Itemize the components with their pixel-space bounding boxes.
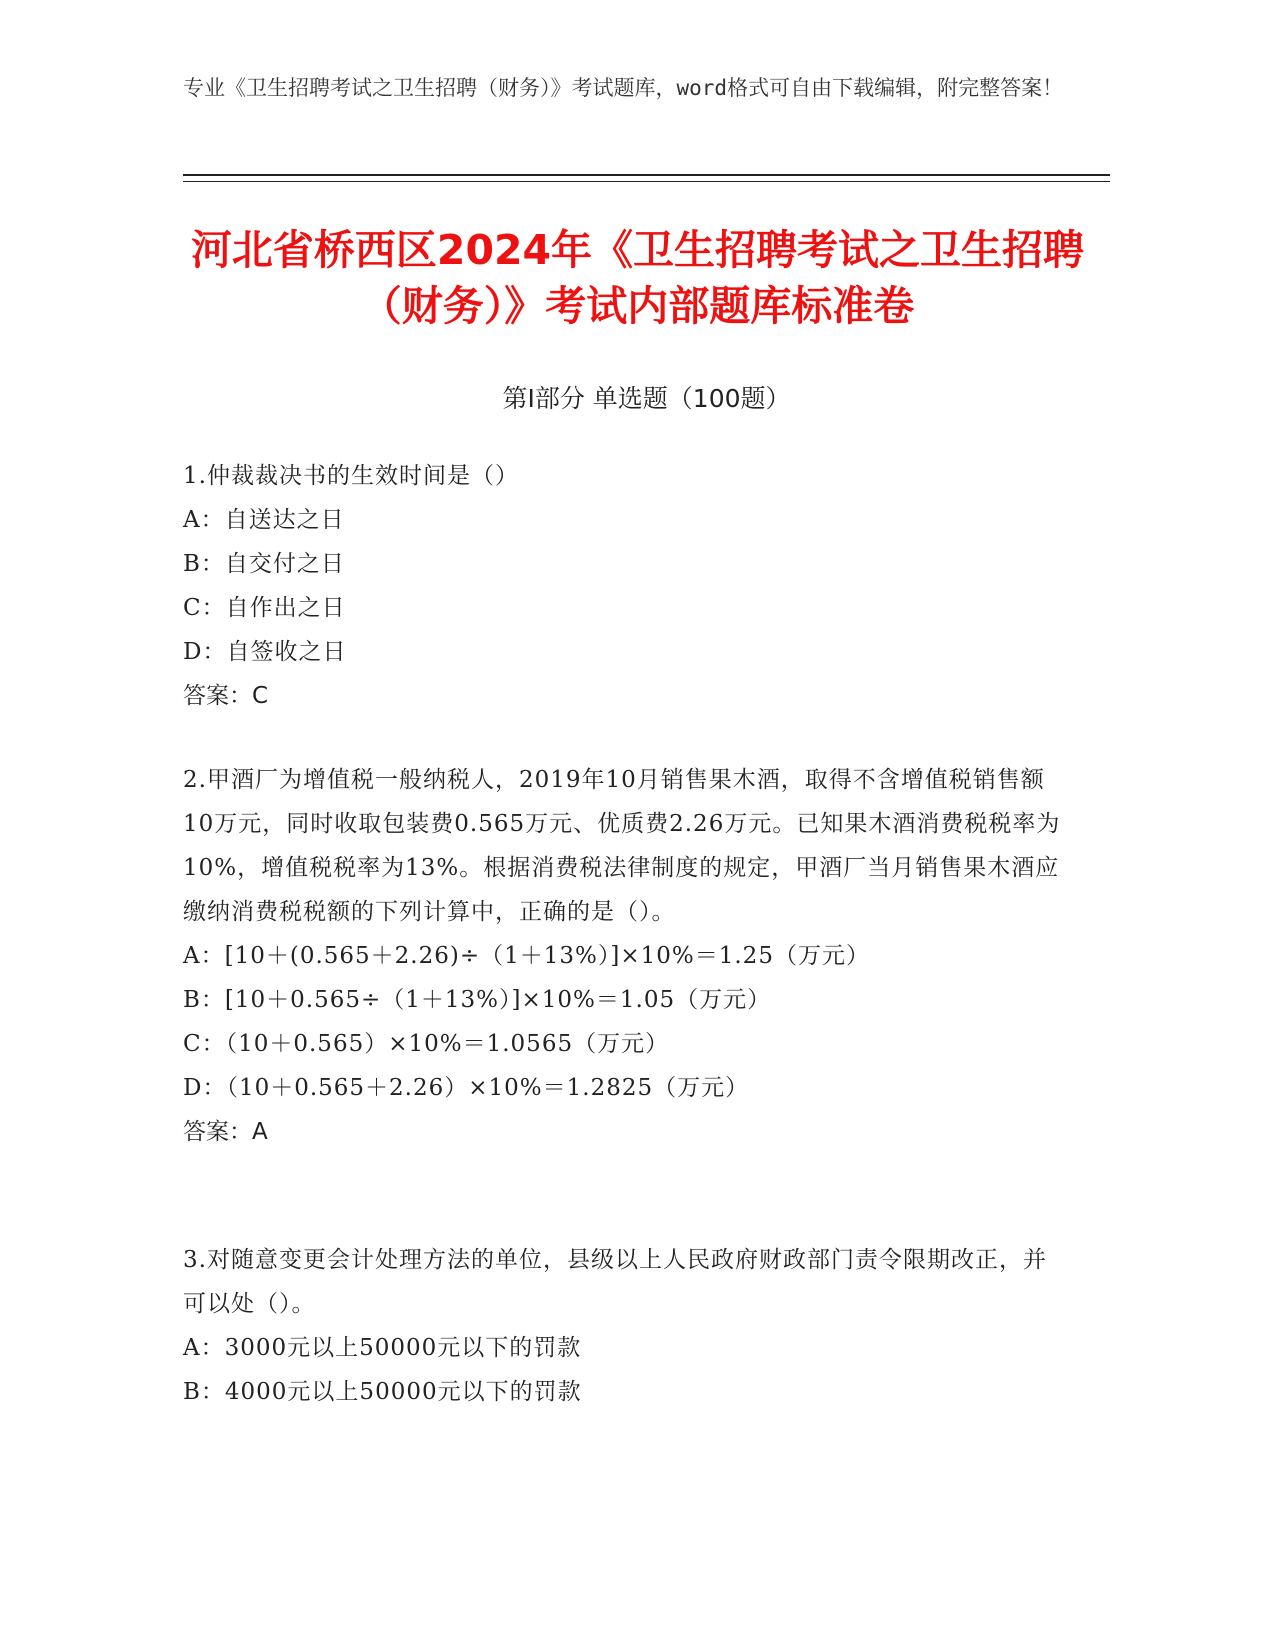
answer-line: 答案：C xyxy=(183,683,269,709)
option-b: B：[10＋0.565÷（1＋13%）]×10%＝1.05（万元） xyxy=(183,987,772,1013)
question-stem: 1.仲裁裁决书的生效时间是（） xyxy=(183,463,519,489)
header-note: 专业《卫生招聘考试之卫生招聘（财务）》考试题库，word格式可自由下载编辑，附完整答案！ xyxy=(183,76,1064,100)
answer-line: 答案：A xyxy=(183,1119,268,1145)
option-b: B：自交付之日 xyxy=(183,551,345,577)
header-divider-thin xyxy=(183,181,1110,182)
option-a: A：[10＋(0.565＋2.26)÷（1＋13%）]×10%＝1.25（万元） xyxy=(183,943,870,969)
question-2 xyxy=(183,758,1063,1154)
option-a: A：自送达之日 xyxy=(183,507,345,533)
option-d: D：自签收之日 xyxy=(183,639,347,665)
option-c: C：自作出之日 xyxy=(183,595,346,621)
section-title: 第Ⅰ部分 单选题（100题） xyxy=(502,384,791,413)
option-c: C：（10＋0.565）×10%＝1.0565（万元） xyxy=(183,1031,670,1057)
header-divider-thick xyxy=(183,174,1110,176)
question-stem: 3.对随意变更会计处理方法的单位，县级以上人民政府财政部门责令限期改正，并可以处（）。 xyxy=(183,1247,1047,1317)
option-b: B：4000元以上50000元以下的罚款 xyxy=(183,1379,582,1405)
question-3 xyxy=(183,1238,1063,1414)
question-stem: 2.甲酒厂为增值税一般纳税人，2019年10月销售果木酒，取得不含增值税销售额10万元，同时收取包装费0.565万元、优质费2.26万元。已知果木酒消费税税率为10%，增值税税率为13%。根据消费税法律制度的规定，甲酒厂当月销售果木酒应缴纳消费税税额的下列计算中，正确的是（）。 xyxy=(183,767,1061,925)
question-1 xyxy=(183,454,1063,718)
option-d: D：（10＋0.565＋2.26）×10%＝1.2825（万元） xyxy=(183,1075,750,1101)
document-title: 河北省桥西区2024年《卫生招聘考试之卫生招聘（财务）》考试内部题库标准卷 xyxy=(190,226,1085,330)
option-a: A：3000元以上50000元以下的罚款 xyxy=(183,1335,582,1361)
